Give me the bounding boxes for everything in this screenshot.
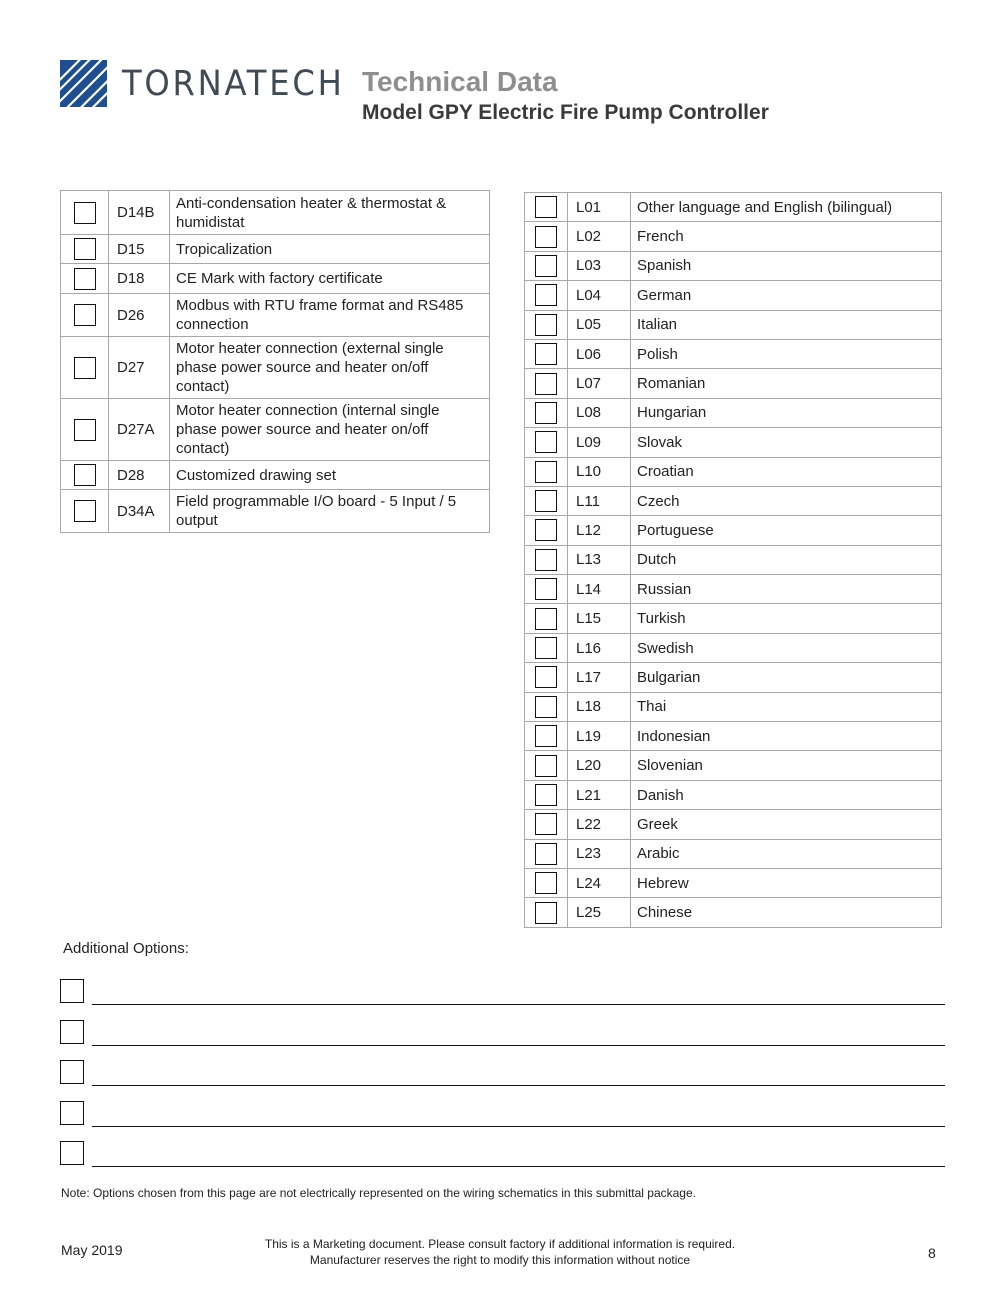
checkbox-cell <box>525 251 568 280</box>
language-code: L24 <box>568 868 631 897</box>
checkbox-cell <box>525 310 568 339</box>
checkbox-cell <box>525 281 568 310</box>
language-checkbox[interactable] <box>535 637 557 659</box>
language-code: L02 <box>568 222 631 251</box>
page-note: Note: Options chosen from this page are not electrically represented on the wiring schematics in this submittal package. <box>61 1186 696 1200</box>
language-checkbox[interactable] <box>535 549 557 571</box>
table-row <box>525 663 942 692</box>
checkbox-cell <box>525 457 568 486</box>
table-row <box>525 516 942 545</box>
option-code: D18 <box>109 264 170 294</box>
checkbox-cell <box>525 604 568 633</box>
checkbox-cell <box>525 780 568 809</box>
checkbox-cell <box>525 575 568 604</box>
language-checkbox[interactable] <box>535 608 557 630</box>
language-name: Slovenian <box>631 751 942 780</box>
checkbox-cell <box>525 692 568 721</box>
table-row <box>525 575 942 604</box>
table-row <box>525 780 942 809</box>
table-row <box>525 633 942 662</box>
option-checkbox[interactable] <box>74 268 96 290</box>
option-description: Motor heater connection (external single phase power source and heater on/off contact) <box>170 337 490 399</box>
option-code: D27 <box>109 337 170 399</box>
language-name: Greek <box>631 810 942 839</box>
language-code: L20 <box>568 751 631 780</box>
additional-option-input-line[interactable] <box>92 1166 945 1167</box>
language-name: Romanian <box>631 369 942 398</box>
language-code: L19 <box>568 722 631 751</box>
language-checkbox[interactable] <box>535 373 557 395</box>
language-checkbox[interactable] <box>535 725 557 747</box>
language-name: Swedish <box>631 633 942 662</box>
table-row <box>61 235 490 264</box>
checkbox-cell <box>61 235 109 264</box>
checkbox-cell <box>525 369 568 398</box>
language-checkbox[interactable] <box>535 284 557 306</box>
table-row <box>525 398 942 427</box>
language-code: L22 <box>568 810 631 839</box>
additional-option-input-line[interactable] <box>92 1045 945 1046</box>
page-title: Technical Data <box>362 66 558 97</box>
table-row <box>525 457 942 486</box>
language-checkbox[interactable] <box>535 813 557 835</box>
language-name: Dutch <box>631 545 942 574</box>
option-checkbox[interactable] <box>74 304 96 326</box>
additional-option-checkbox[interactable] <box>60 1020 84 1044</box>
language-checkbox[interactable] <box>535 666 557 688</box>
language-name: Hebrew <box>631 868 942 897</box>
option-checkbox[interactable] <box>74 357 96 379</box>
additional-option-input-line[interactable] <box>92 1126 945 1127</box>
additional-option-row <box>60 1060 945 1086</box>
language-code: L11 <box>568 486 631 515</box>
checkbox-cell <box>525 516 568 545</box>
option-checkbox[interactable] <box>74 238 96 260</box>
footer-disclaimer-line2: Manufacturer reserves the right to modify this information without notice <box>309 1253 691 1267</box>
additional-option-input-line[interactable] <box>92 1004 945 1005</box>
table-row <box>61 191 490 235</box>
language-code: L04 <box>568 281 631 310</box>
option-description: Modbus with RTU frame format and RS485 connection <box>170 294 490 337</box>
checkbox-cell <box>525 839 568 868</box>
additional-option-row <box>60 979 945 1005</box>
option-checkbox[interactable] <box>74 419 96 441</box>
table-row <box>525 251 942 280</box>
language-name: Slovak <box>631 428 942 457</box>
language-name: Italian <box>631 310 942 339</box>
language-name: Croatian <box>631 457 942 486</box>
table-row <box>525 751 942 780</box>
table-row <box>525 692 942 721</box>
language-table <box>524 192 942 928</box>
tornatech-stripes-icon <box>60 60 107 107</box>
language-code: L21 <box>568 780 631 809</box>
table-row <box>525 339 942 368</box>
checkbox-cell <box>525 633 568 662</box>
language-code: L25 <box>568 898 631 927</box>
table-row <box>61 294 490 337</box>
option-description: Anti-condensation heater & thermostat & humidistat <box>170 191 490 235</box>
language-name: Czech <box>631 486 942 515</box>
checkbox-cell <box>61 264 109 294</box>
checkbox-cell <box>61 490 109 533</box>
tornatech-logo <box>60 60 345 110</box>
option-checkbox[interactable] <box>74 500 96 522</box>
language-checkbox[interactable] <box>535 431 557 453</box>
checkbox-cell <box>525 339 568 368</box>
footer-date: May 2019 <box>61 1242 123 1258</box>
language-checkbox[interactable] <box>535 314 557 336</box>
option-checkbox[interactable] <box>74 202 96 224</box>
option-description: Customized drawing set <box>170 461 490 490</box>
option-code: D15 <box>109 235 170 264</box>
table-row <box>525 486 942 515</box>
language-name: Spanish <box>631 251 942 280</box>
checkbox-cell <box>525 722 568 751</box>
language-checkbox[interactable] <box>535 578 557 600</box>
additional-option-row <box>60 1020 945 1046</box>
language-name: Russian <box>631 575 942 604</box>
option-code: D27A <box>109 399 170 461</box>
checkbox-cell <box>61 461 109 490</box>
language-checkbox[interactable] <box>535 402 557 424</box>
additional-option-checkbox[interactable] <box>60 1141 84 1165</box>
option-code: D28 <box>109 461 170 490</box>
language-name: Hungarian <box>631 398 942 427</box>
language-checkbox[interactable] <box>535 255 557 277</box>
checkbox-cell <box>525 398 568 427</box>
option-description: Tropicalization <box>170 235 490 264</box>
language-code: L18 <box>568 692 631 721</box>
table-row <box>525 222 942 251</box>
language-name: Turkish <box>631 604 942 633</box>
option-code: D34A <box>109 490 170 533</box>
table-row <box>525 281 942 310</box>
language-checkbox[interactable] <box>535 519 557 541</box>
checkbox-cell <box>525 193 568 222</box>
options-table <box>60 190 490 533</box>
language-checkbox[interactable] <box>535 226 557 248</box>
option-checkbox[interactable] <box>74 464 96 486</box>
language-code: L23 <box>568 839 631 868</box>
table-row <box>525 193 942 222</box>
language-code: L14 <box>568 575 631 604</box>
language-checkbox[interactable] <box>535 696 557 718</box>
additional-option-input-line[interactable] <box>92 1085 945 1086</box>
table-row <box>525 604 942 633</box>
language-checkbox[interactable] <box>535 461 557 483</box>
table-row <box>525 722 942 751</box>
checkbox-cell <box>525 486 568 515</box>
checkbox-cell <box>61 294 109 337</box>
table-row <box>61 264 490 294</box>
language-code: L03 <box>568 251 631 280</box>
checkbox-cell <box>525 663 568 692</box>
checkbox-cell <box>525 868 568 897</box>
language-name: Chinese <box>631 898 942 927</box>
language-name: Other language and English (bilingual) <box>631 193 942 222</box>
checkbox-cell <box>525 428 568 457</box>
language-code: L05 <box>568 310 631 339</box>
option-description: Field programmable I/O board - 5 Input / 5 output <box>170 490 490 533</box>
language-name: Indonesian <box>631 722 942 751</box>
table-row <box>61 337 490 399</box>
language-code: L01 <box>568 193 631 222</box>
table-row <box>61 399 490 461</box>
additional-option-checkbox[interactable] <box>60 1060 84 1084</box>
table-row <box>61 461 490 490</box>
language-checkbox[interactable] <box>535 196 557 218</box>
language-name: German <box>631 281 942 310</box>
table-row <box>525 428 942 457</box>
language-name: Portuguese <box>631 516 942 545</box>
option-description: CE Mark with factory certificate <box>170 264 490 294</box>
checkbox-cell <box>525 751 568 780</box>
table-row <box>525 810 942 839</box>
language-code: L12 <box>568 516 631 545</box>
table-row <box>525 545 942 574</box>
checkbox-cell <box>61 191 109 235</box>
additional-option-checkbox[interactable] <box>60 979 84 1003</box>
language-name: Arabic <box>631 839 942 868</box>
checkbox-cell <box>525 545 568 574</box>
language-code: L10 <box>568 457 631 486</box>
language-code: L17 <box>568 663 631 692</box>
language-code: L06 <box>568 339 631 368</box>
checkbox-cell <box>61 337 109 399</box>
option-code: D26 <box>109 294 170 337</box>
additional-option-row <box>60 1141 945 1167</box>
checkbox-cell <box>525 222 568 251</box>
table-row <box>525 898 942 927</box>
language-code: L08 <box>568 398 631 427</box>
language-checkbox[interactable] <box>535 872 557 894</box>
option-code: D14B <box>109 191 170 235</box>
language-code: L07 <box>568 369 631 398</box>
table-row <box>525 839 942 868</box>
language-name: Thai <box>631 692 942 721</box>
footer-disclaimer-line1: This is a Marketing document. Please consult factory if additional information is required. <box>264 1237 736 1251</box>
table-row <box>525 369 942 398</box>
language-checkbox[interactable] <box>535 490 557 512</box>
table-row <box>525 868 942 897</box>
page-number: 8 <box>928 1245 936 1261</box>
language-checkbox[interactable] <box>535 784 557 806</box>
table-row <box>525 310 942 339</box>
language-name: Bulgarian <box>631 663 942 692</box>
page-subtitle: Model GPY Electric Fire Pump Controller <box>362 101 769 124</box>
language-name: French <box>631 222 942 251</box>
checkbox-cell <box>61 399 109 461</box>
additional-options-label: Additional Options: <box>63 940 189 957</box>
language-name: Danish <box>631 780 942 809</box>
additional-option-row <box>60 1101 945 1127</box>
language-checkbox[interactable] <box>535 843 557 865</box>
language-checkbox[interactable] <box>535 902 557 924</box>
table-row <box>61 490 490 533</box>
checkbox-cell <box>525 810 568 839</box>
footer-disclaimer <box>200 1236 800 1268</box>
language-checkbox[interactable] <box>535 755 557 777</box>
checkbox-cell <box>525 898 568 927</box>
language-code: L09 <box>568 428 631 457</box>
language-name: Polish <box>631 339 942 368</box>
option-description: Motor heater connection (internal single phase power source and heater on/off contact) <box>170 399 490 461</box>
language-code: L13 <box>568 545 631 574</box>
language-checkbox[interactable] <box>535 343 557 365</box>
additional-option-checkbox[interactable] <box>60 1101 84 1125</box>
language-code: L16 <box>568 633 631 662</box>
brand-name: TORNATECH <box>122 64 345 104</box>
language-code: L15 <box>568 604 631 633</box>
